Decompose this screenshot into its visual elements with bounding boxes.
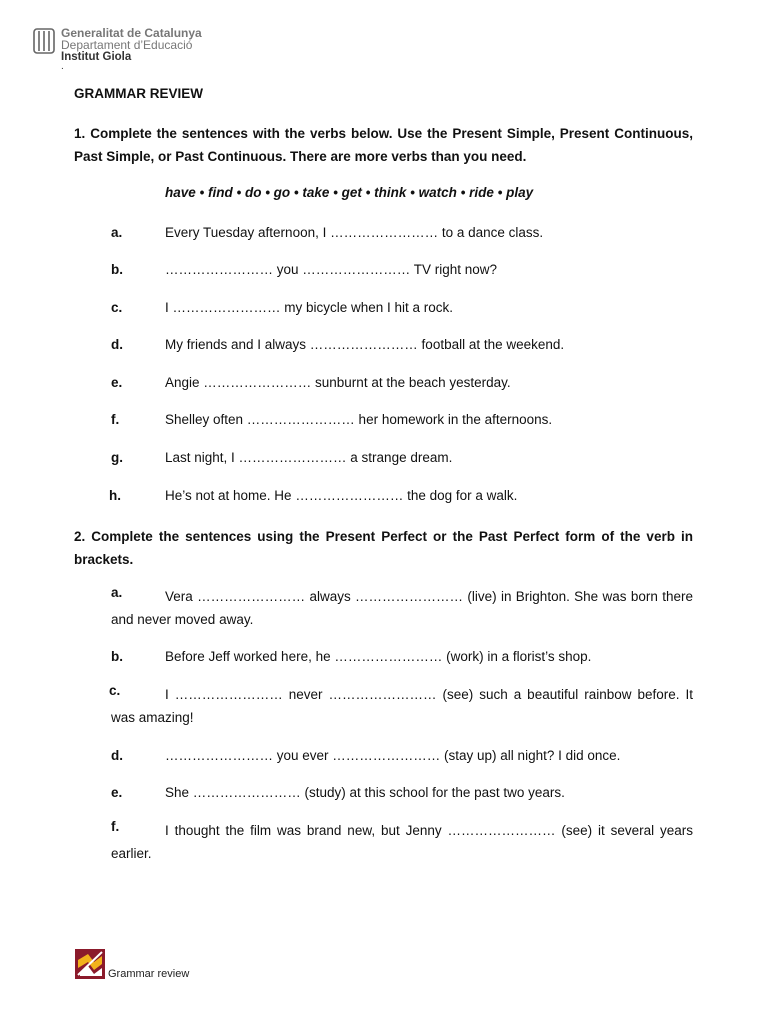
item-text: I …………………… my bicycle when I hit a rock. xyxy=(165,300,454,315)
header-dot: . xyxy=(61,61,64,72)
item-text: He’s not at home. He …………………… the dog for a walk. xyxy=(165,488,518,503)
item-text: I thought the film was brand new, but Jenny …………………… (see) it several years earlier. xyxy=(111,823,693,861)
header-line-1: Generalitat de Catalunya xyxy=(61,26,202,40)
item-text: Angie …………………… sunburnt at the beach yesterday. xyxy=(165,375,511,390)
item-letter: e. xyxy=(111,375,123,390)
item-letter: f. xyxy=(111,412,120,427)
item-letter: a. xyxy=(111,585,123,600)
item-text: She …………………… (study) at this school for the past two years. xyxy=(165,785,565,800)
header-line-3: Institut Giola xyxy=(61,51,132,63)
item-text: My friends and I always …………………… football at the weekend. xyxy=(165,337,565,352)
item-text: Shelley often …………………… her homework in the afternoons. xyxy=(165,412,553,427)
item-letter: c. xyxy=(109,683,121,698)
school-logo-icon xyxy=(74,948,106,980)
footer-text: Grammar review xyxy=(108,968,190,980)
word-bank: have • find • do • go • take • get • think • watch • ride • play xyxy=(165,185,534,200)
item-text: …………………… you ever …………………… (stay up) all night? I did once. xyxy=(165,748,621,763)
item-letter: c. xyxy=(111,300,123,315)
header-line-2: Departament d’Educació xyxy=(61,38,193,52)
item-text: …………………… you …………………… TV right now? xyxy=(165,262,498,277)
item-text: Every Tuesday afternoon, I …………………… to a dance class. xyxy=(165,225,544,240)
item-letter: d. xyxy=(111,748,123,763)
page-footer xyxy=(74,948,189,980)
page-title: GRAMMAR REVIEW xyxy=(74,86,203,101)
item-letter: b. xyxy=(111,649,123,664)
institution-header xyxy=(33,27,202,63)
exercise-2-instruction: 2. Complete the sentences using the Present Perfect or the Past Perfect form of the verb in brackets. xyxy=(74,529,693,567)
item-letter: b. xyxy=(111,262,123,277)
item-letter: d. xyxy=(111,337,123,352)
item-text: Last night, I …………………… a strange dream. xyxy=(165,450,453,465)
catalonia-seal-icon xyxy=(33,28,55,54)
item-letter: g. xyxy=(111,450,123,465)
item-letter: e. xyxy=(111,785,123,800)
item-letter: h. xyxy=(109,488,121,503)
item-text: Vera …………………… always …………………… (live) in Brighton. She was born there and never moved away. xyxy=(111,589,693,627)
item-text: Before Jeff worked here, he …………………… (work) in a florist’s shop. xyxy=(165,649,592,664)
item-letter: a. xyxy=(111,225,123,240)
item-text: I …………………… never …………………… (see) such a beautiful rainbow before. It was amazing! xyxy=(111,687,693,725)
item-letter: f. xyxy=(111,819,120,834)
exercise-1-instruction: 1. Complete the sentences with the verbs below. Use the Present Simple, Present Continuous, Past Simple, or Past Continuous. There are more verbs than you need. xyxy=(74,126,693,164)
